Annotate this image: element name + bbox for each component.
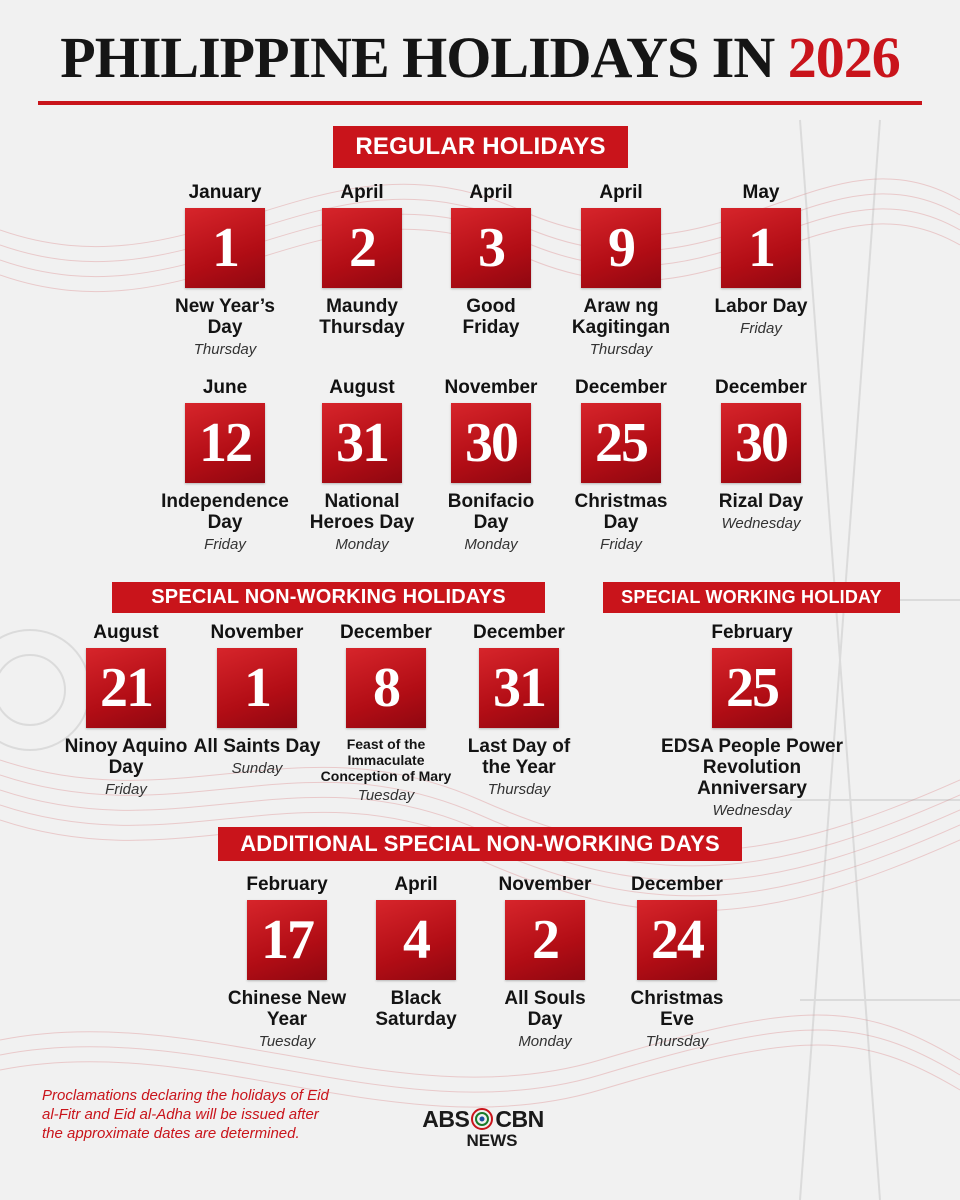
holiday-name: Feast of the Immaculate Conception of Mary bbox=[320, 736, 452, 784]
holiday-date-box: 30 bbox=[721, 403, 801, 483]
holiday-month: November bbox=[498, 874, 592, 895]
holiday-item bbox=[421, 377, 561, 554]
holiday-month: February bbox=[246, 874, 328, 895]
holiday-name: Araw ng Kagitingan bbox=[571, 296, 671, 338]
title-rule bbox=[38, 101, 922, 105]
holiday-item bbox=[187, 622, 327, 778]
holiday-name: Bonifacio Day bbox=[447, 491, 535, 533]
holiday-name: Black Saturday bbox=[375, 988, 457, 1030]
page-title bbox=[0, 22, 960, 94]
holiday-item bbox=[292, 182, 432, 338]
holiday-weekday: Sunday bbox=[231, 760, 283, 777]
holiday-name: Ninoy Aquino Day bbox=[64, 736, 188, 778]
holiday-name: National Heroes Day bbox=[309, 491, 415, 533]
logo-text-right: CBN bbox=[495, 1106, 544, 1132]
title-year: 2026 bbox=[787, 25, 900, 90]
holiday-weekday: Tuesday bbox=[357, 787, 415, 804]
holiday-weekday: Thursday bbox=[487, 781, 551, 798]
holiday-date-box: 1 bbox=[721, 208, 801, 288]
abs-cbn-news-logo bbox=[398, 1106, 568, 1150]
title-main: PHILIPPINE HOLIDAYS IN bbox=[60, 25, 775, 90]
holiday-weekday: Friday bbox=[600, 536, 642, 553]
holiday-weekday: Monday bbox=[518, 1033, 572, 1050]
holiday-name: Labor Day bbox=[714, 296, 808, 317]
holiday-month: December bbox=[631, 874, 723, 895]
holiday-date-box: 25 bbox=[712, 648, 792, 728]
holiday-month: May bbox=[742, 182, 780, 203]
holiday-date-box: 31 bbox=[479, 648, 559, 728]
holiday-name: Christmas Eve bbox=[630, 988, 724, 1030]
holiday-date-box: 1 bbox=[185, 208, 265, 288]
holiday-item bbox=[551, 377, 691, 554]
holiday-item bbox=[691, 182, 831, 338]
holiday-item bbox=[155, 182, 295, 359]
holiday-month: February bbox=[711, 622, 793, 643]
holiday-item bbox=[292, 377, 432, 554]
holiday-month: November bbox=[444, 377, 538, 398]
holiday-month: April bbox=[340, 182, 384, 203]
holiday-weekday: Wednesday bbox=[721, 515, 801, 532]
holiday-date-box: 3 bbox=[451, 208, 531, 288]
holiday-date-box: 24 bbox=[637, 900, 717, 980]
section-label: REGULAR HOLIDAYS bbox=[333, 126, 628, 168]
holiday-item bbox=[691, 377, 831, 533]
holiday-item bbox=[56, 622, 196, 799]
holiday-item bbox=[311, 622, 461, 805]
holiday-weekday: Friday bbox=[105, 781, 147, 798]
holiday-name: EDSA People Power Revolution Anniversary bbox=[661, 736, 843, 799]
holiday-weekday: Monday bbox=[464, 536, 518, 553]
holiday-month: December bbox=[340, 622, 432, 643]
holiday-name: New Year’s Day bbox=[174, 296, 275, 338]
holiday-date-box: 8 bbox=[346, 648, 426, 728]
holiday-date-box: 25 bbox=[581, 403, 661, 483]
holiday-date-box: 30 bbox=[451, 403, 531, 483]
holiday-name: All Souls Day bbox=[504, 988, 586, 1030]
holiday-month: April bbox=[394, 874, 438, 895]
holiday-month: January bbox=[188, 182, 262, 203]
holiday-date-box: 31 bbox=[322, 403, 402, 483]
holiday-month: August bbox=[93, 622, 159, 643]
holiday-date-box: 2 bbox=[505, 900, 585, 980]
logo-text-left: ABS bbox=[422, 1106, 470, 1132]
holiday-date-box: 12 bbox=[185, 403, 265, 483]
section-label: SPECIAL NON-WORKING HOLIDAYS bbox=[112, 582, 545, 613]
footnote: Proclamations declaring the holidays of Eid al-Fitr and Eid al-Adha will be issued after the approximate dates are determined. bbox=[42, 1087, 329, 1142]
holiday-weekday: Friday bbox=[204, 536, 246, 553]
holiday-date-box: 9 bbox=[581, 208, 661, 288]
holiday-weekday: Friday bbox=[740, 320, 782, 337]
holiday-weekday: Thursday bbox=[645, 1033, 709, 1050]
holiday-name: Rizal Day bbox=[718, 491, 804, 512]
section-label: SPECIAL WORKING HOLIDAY bbox=[603, 582, 900, 613]
holiday-month: April bbox=[469, 182, 513, 203]
holiday-name: Good Friday bbox=[462, 296, 520, 338]
holiday-item bbox=[647, 622, 857, 820]
holiday-month: November bbox=[210, 622, 304, 643]
holiday-weekday: Tuesday bbox=[258, 1033, 316, 1050]
holiday-item bbox=[150, 377, 300, 554]
holiday-weekday: Monday bbox=[335, 536, 389, 553]
holiday-month: April bbox=[599, 182, 643, 203]
holiday-item bbox=[475, 874, 615, 1051]
holiday-item bbox=[217, 874, 357, 1051]
holiday-month: December bbox=[715, 377, 807, 398]
logo-rings-icon bbox=[471, 1108, 493, 1130]
holiday-item bbox=[607, 874, 747, 1051]
holiday-date-box: 21 bbox=[86, 648, 166, 728]
section-label: ADDITIONAL SPECIAL NON-WORKING DAYS bbox=[218, 827, 742, 861]
holiday-month: August bbox=[329, 377, 395, 398]
holiday-item bbox=[346, 874, 486, 1030]
holiday-item bbox=[421, 182, 561, 338]
holiday-month: December bbox=[575, 377, 667, 398]
holiday-name: All Saints Day bbox=[193, 736, 321, 757]
holiday-name: Chinese New Year bbox=[227, 988, 347, 1030]
holiday-weekday: Thursday bbox=[193, 341, 257, 358]
logo-subtext: NEWS bbox=[466, 1131, 518, 1150]
holiday-item bbox=[449, 622, 589, 799]
holiday-date-box: 17 bbox=[247, 900, 327, 980]
holiday-month: June bbox=[202, 377, 248, 398]
holiday-item bbox=[551, 182, 691, 359]
holiday-name: Last Day of the Year bbox=[467, 736, 571, 778]
holiday-weekday: Wednesday bbox=[712, 802, 792, 819]
holiday-weekday: Thursday bbox=[589, 341, 653, 358]
holiday-name: Maundy Thursday bbox=[319, 296, 405, 338]
holiday-name: Independence Day bbox=[161, 491, 289, 533]
holiday-date-box: 4 bbox=[376, 900, 456, 980]
holiday-name: Christmas Day bbox=[574, 491, 668, 533]
holiday-date-box: 1 bbox=[217, 648, 297, 728]
holiday-month: December bbox=[473, 622, 565, 643]
holiday-date-box: 2 bbox=[322, 208, 402, 288]
